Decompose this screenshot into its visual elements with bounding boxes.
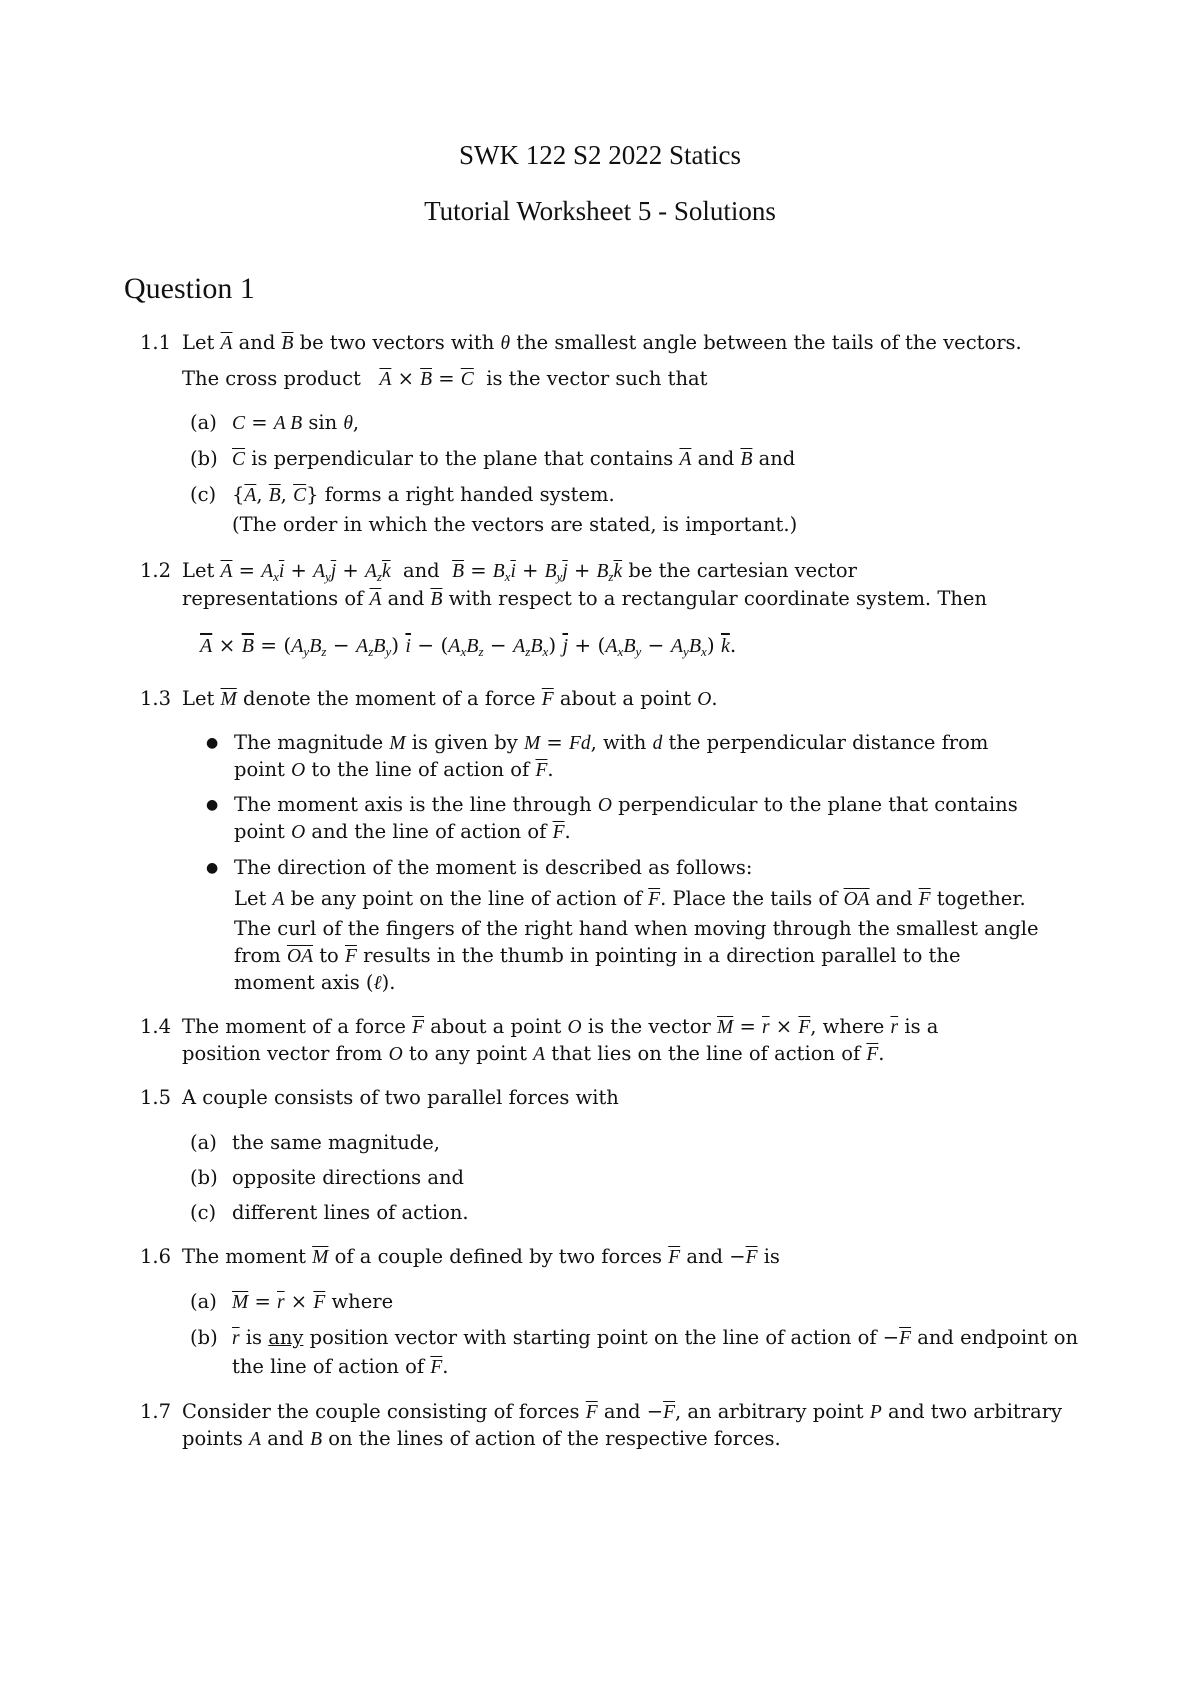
bullet-3-line-2: Let A be any point on the line of action of $\overline{F}$. Place the tails of $\overline{OA}$ and $\overline{F}$ together. bbox=[234, 887, 1026, 910]
item-1-5-line-1: A couple consists of two parallel forces with bbox=[182, 1086, 619, 1109]
bullet: ● bbox=[206, 797, 219, 813]
item-number: 1.7 bbox=[140, 1400, 172, 1423]
item-1-7-line-1: Consider the couple consisting of forces $\overline{F}$ and $-\overline{F}$, an arbitrary point P and two arbitrary bbox=[182, 1400, 1063, 1423]
item-1-1c-note: (The order in which the vectors are stated, is important.) bbox=[232, 513, 798, 536]
item-1-3-line-1: Let $\overline{M}$ denote the moment of a force $\overline{F}$ about a point O. bbox=[182, 687, 718, 710]
item-number: 1.2 bbox=[140, 559, 172, 582]
worksheet-subtitle: Tutorial Worksheet 5 - Solutions bbox=[424, 196, 776, 226]
bullet-3-line-5: moment axis (ℓ). bbox=[234, 971, 396, 994]
bullet-3-line-1: The direction of the moment is described as follows: bbox=[234, 856, 753, 879]
item-number: 1.4 bbox=[140, 1015, 172, 1038]
list-label: (b) bbox=[190, 1326, 218, 1349]
list-label: (a) bbox=[190, 1290, 217, 1313]
bullet-3-line-3: The curl of the fingers of the right hand when moving through the smallest angle bbox=[234, 917, 1039, 940]
bullet-3-line-4: from $\overline{OA}$ to $\overline{F}$ results in the thumb in pointing in a direction parallel to the bbox=[234, 944, 961, 967]
item-1-6b-line-1: $\overline{r}$ is any position vector with starting point on the line of action of $-\overline{F}$ and endpoint on bbox=[232, 1326, 1079, 1349]
item-1-1a: C = A B sin θ, bbox=[232, 411, 360, 434]
item-1-5a: the same magnitude, bbox=[232, 1131, 441, 1154]
item-1-6a: $\overline{M} = \overline{r} \times \overline{F}$ where bbox=[232, 1290, 394, 1313]
item-1-4-line-1: The moment of a force $\overline{F}$ about a point O is the vector $\overline{M} = \overline{r} \times \overline{F}$, where $\overline{r}$ is a bbox=[182, 1015, 939, 1038]
item-number: 1.5 bbox=[140, 1086, 172, 1109]
list-label: (a) bbox=[190, 411, 217, 434]
list-label: (c) bbox=[190, 1201, 217, 1224]
list-label: (b) bbox=[190, 1166, 218, 1189]
item-1-5b: opposite directions and bbox=[232, 1166, 465, 1189]
item-1-6b-line-2: the line of action of $\overline{F}$. bbox=[232, 1355, 449, 1378]
bullet: ● bbox=[206, 860, 219, 876]
bullet-1-line-2: point O to the line of action of $\overline{F}$. bbox=[234, 758, 554, 781]
item-number: 1.3 bbox=[140, 687, 172, 710]
item-1-4-line-2: position vector from O to any point A that lies on the line of action of $\overline{F}$. bbox=[182, 1042, 885, 1065]
item-1-7-line-2: points A and B on the lines of action of the respective forces. bbox=[182, 1427, 781, 1450]
item-1-5c: different lines of action. bbox=[232, 1201, 469, 1224]
cross-product-formula: $\overline{A} \times \overline{B} = (A_yB_z - A_zB_y) \overline{i} - (A_xB_z - A_zB_x) \overline{j} + (A_xB_y - A_yB_x)$ $\overline{k}$. bbox=[200, 633, 737, 659]
bullet-1-line-1: The magnitude M is given by M = Fd, with d the perpendicular distance from bbox=[234, 731, 989, 754]
list-label: (a) bbox=[190, 1131, 217, 1154]
item-1-2-line-2: representations of $\overline{A}$ and $\overline{B}$ with respect to a rectangular coordinate system. Then bbox=[182, 587, 987, 610]
item-1-2-line-1: Let $\overline{A} = A_x\overline{i} + A_y\overline{j} + A_z\overline{k}$ and $\overline{B} = B_x\overline{i} + B_y\overline{j} + B_z\overline{k}$ be the cartesian vector bbox=[182, 559, 857, 584]
course-title: SWK 122 S2 2022 Statics bbox=[458, 140, 741, 170]
bullet: ● bbox=[206, 735, 219, 751]
bullet-2-line-2: point O and the line of action of $\overline{F}$. bbox=[234, 820, 571, 843]
item-1-6-line-1: The moment $\overline{M}$ of a couple defined by two forces $\overline{F}$ and $-\overline{F}$ is bbox=[182, 1245, 780, 1268]
item-1-1-line-2: The cross product $\overline{A} \times \overline{B} = \overline{C}$ is the vector such that bbox=[182, 367, 708, 390]
question-heading: Question 1 bbox=[124, 272, 255, 305]
list-label: (b) bbox=[190, 447, 218, 470]
item-1-1-line-1: Let $\overline{A}$ and $\overline{B}$ be two vectors with θ the smallest angle between the tails of the vectors. bbox=[182, 331, 1022, 354]
bullet-2-line-1: The moment axis is the line through O perpendicular to the plane that contains bbox=[234, 793, 1018, 816]
item-1-1b: $\overline{C}$ is perpendicular to the plane that contains $\overline{A}$ and $\overline{B}$ and bbox=[232, 447, 796, 470]
item-1-1c: {$\overline{A}$, $\overline{B}$, $\overline{C}$} forms a right handed system. bbox=[232, 483, 615, 506]
item-number: 1.1 bbox=[140, 331, 172, 354]
list-label: (c) bbox=[190, 483, 217, 506]
item-number: 1.6 bbox=[140, 1245, 172, 1268]
